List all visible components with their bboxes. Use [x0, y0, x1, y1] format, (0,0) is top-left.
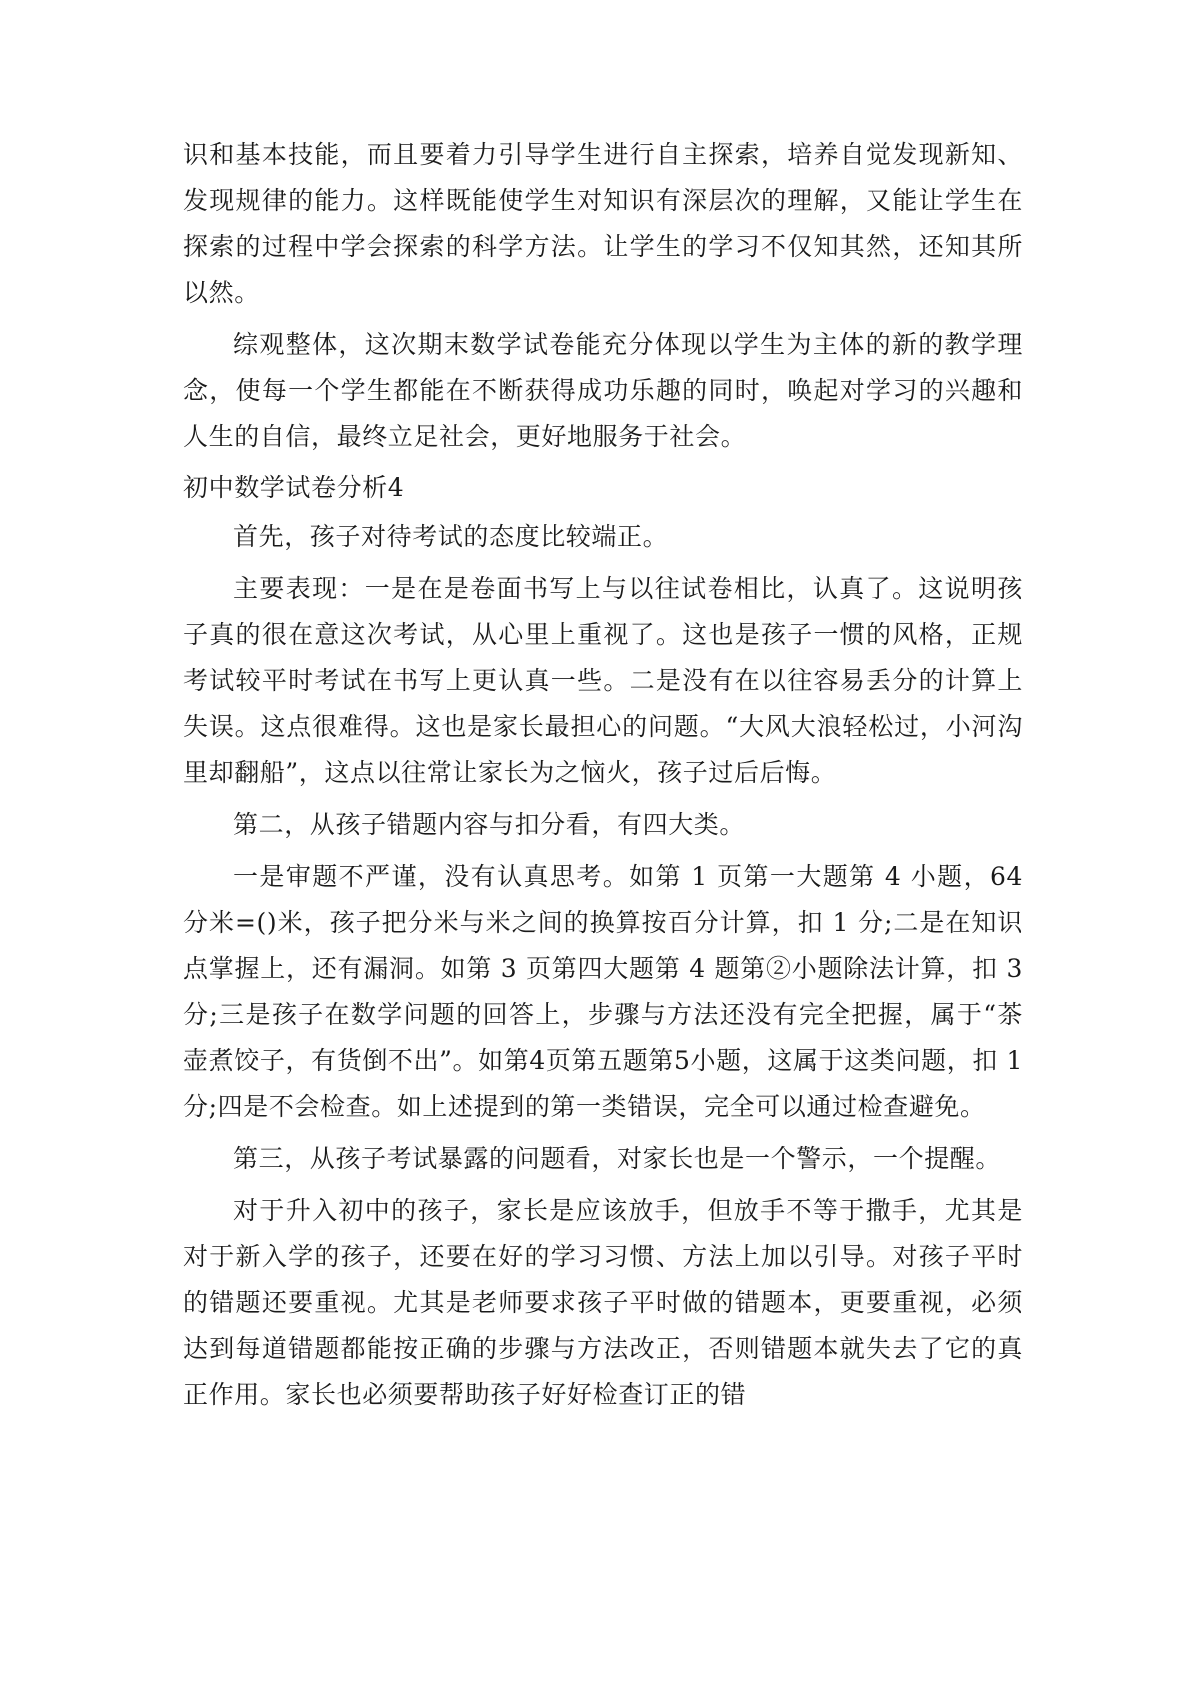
- section-heading: 初中数学试卷分析4: [183, 473, 405, 502]
- paragraph-parent-advice: 对于升入初中的孩子，家长是应该放手，但放手不等于撒手，尤其是对于新入学的孩子，还要在好的学习习惯、方法上加以引导。对孩子平时的错题还要重视。尤其是老师要求孩子平时做的错题本，更要重视，必须达到每道错题都能按正确的步骤与方法改正，否则错题本就失去了它的真正作用。家长也必须要帮助孩子好好检查订正的错: [183, 1196, 1023, 1409]
- paragraph-main-performance: 主要表现：一是在是卷面书写上与以往试卷相比，认真了。这说明孩子真的很在意这次考试，从心里上重视了。这也是孩子一惯的风格，正规考试较平时考试在书写上更认真一些。二是没有在以往容易丢分的计算上失误。这点很难得。这也是家长最担心的问题。“大风大浪轻松过，小河沟里却翻船”，这点以往常让家长为之恼火，孩子过后后悔。: [183, 574, 1023, 787]
- paragraph-first-point: 首先，孩子对待考试的态度比较端正。: [233, 522, 669, 551]
- paragraph-continued: 识和基本技能，而且要着力引导学生进行自主探索，培养自觉发现新知、发现规律的能力。这样既能使学生对知识有深层次的理解，又能让学生在探索的过程中学会探索的科学方法。让学生的学习不仅知其然，还知其所以然。: [183, 140, 1023, 307]
- paragraph-third-point: 第三，从孩子考试暴露的问题看，对家长也是一个警示，一个提醒。: [233, 1144, 1002, 1173]
- paragraph-second-point: 第二，从孩子错题内容与扣分看，有四大类。: [233, 810, 746, 839]
- paragraph-summary: 综观整体，这次期末数学试卷能充分体现以学生为主体的新的教学理念，使每一个学生都能在不断获得成功乐趣的同时，唤起对学习的兴趣和人生的自信，最终立足社会，更好地服务于社会。: [183, 330, 1023, 451]
- document-body: [183, 132, 1023, 1424]
- paragraph-error-categories: 一是审题不严谨，没有认真思考。如第 1 页第一大题第 4 小题，64 分米=()米，孩子把分米与米之间的换算按百分计算，扣 1 分;二是在知识点掌握上，还有漏洞。如第 3 页第四大题第 4 题第②小题除法计算，扣 3 分;三是孩子在数学问题的回答上，步骤与方法还没有完全把握，属于“茶壶煮饺子，有货倒不出”。如第4页第五题第5小题，这属于这类问题，扣 1 分;四是不会检查。如上述提到的第一类错误，完全可以通过检查避免。: [183, 862, 1023, 1121]
